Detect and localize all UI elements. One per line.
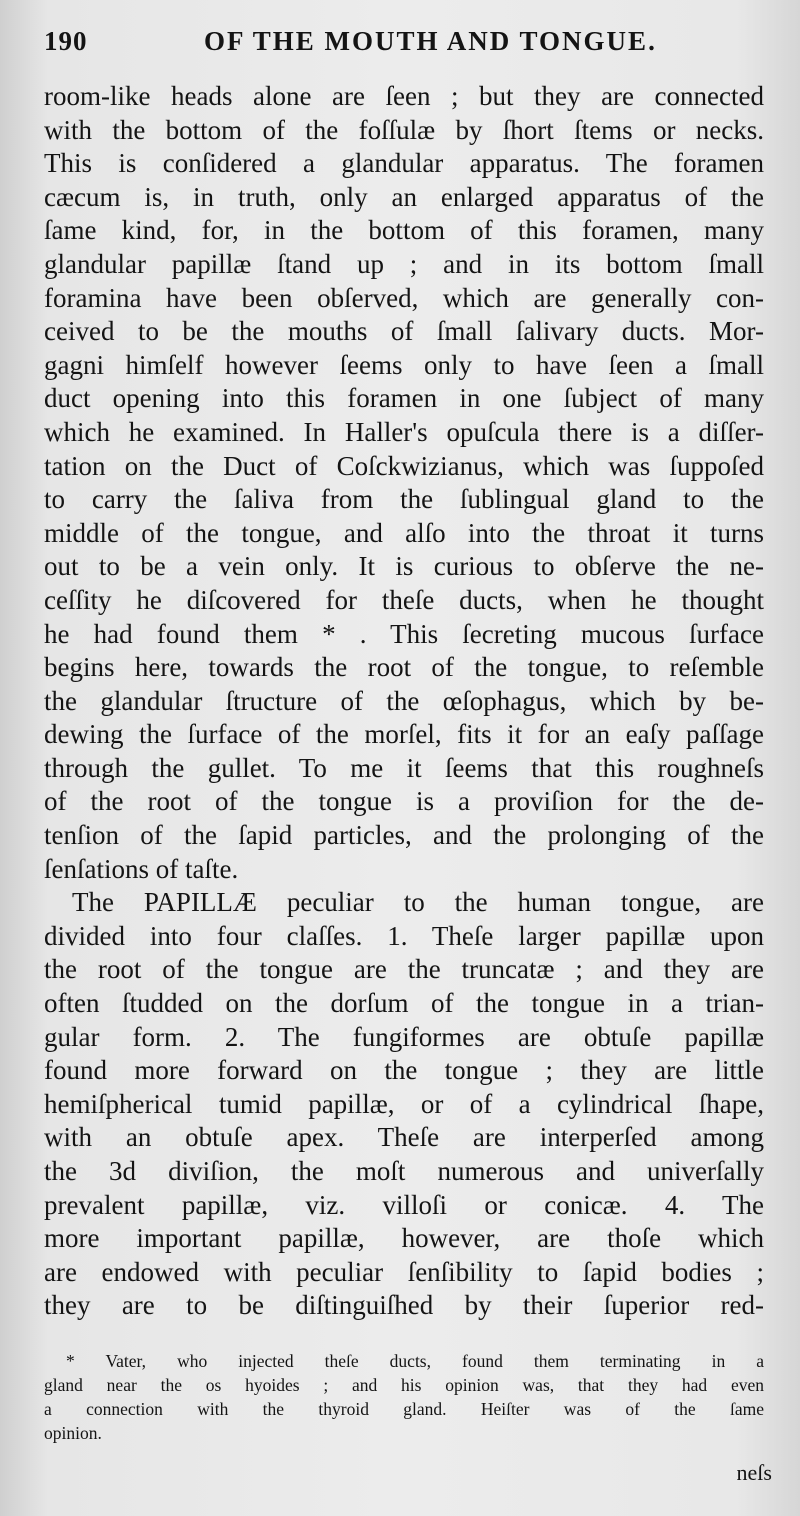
text-line: out to be a vein only. It is curious to obſerve the ne- [44,551,764,582]
text-line: he had found them * . This ſecreting mucous ſurface [44,618,764,649]
text-line: with an obtuſe apex. Theſe are interperſed among [44,1122,764,1153]
text-line: tation on the Duct of Coſckwizianus, which was ſuppoſed [44,450,764,481]
text-line: The PAPILLÆ peculiar to the human tongue, are [72,887,764,918]
text-line: tenſion of the ſapid particles, and the prolonging of the [44,820,764,851]
running-title: OF THE MOUTH AND TONGUE. [204,26,657,56]
text-line: with the bottom of the foſſulæ by ſhort ſtems or necks. [44,114,764,145]
text-line: glandular papillæ ſtand up ; and in its bottom ſmall [44,248,764,279]
footnote [44,1349,764,1445]
text-line: often ſtudded on the dorſum of the tongue in a trian- [44,988,764,1019]
text-line: ceſſity he diſcovered for theſe ducts, when he thought [44,584,764,615]
text-line: room-like heads alone are ſeen ; but they are connected [44,81,764,111]
text-line: begins here, towards the root of the tongue, to reſemble [44,652,764,683]
text-line: which he examined. In Haller's opuſcula there is a diſſer- [44,416,764,447]
text-line: dewing the ſurface of the morſel, fits it for an eaſy paſſage [44,719,764,750]
text-line: cæcum is, in truth, only an enlarged apparatus of the [44,181,764,212]
footnote-line: gland near the os hyoides ; and his opinion was, that they had even [44,1374,764,1395]
running-head [44,14,764,64]
footnote-line: opinion. [44,1422,102,1443]
text-line: of the root of the tongue is a proviſion for the de- [44,786,764,817]
text-line: the root of the tongue are the truncatæ ; and they are [44,954,764,985]
page-number: 190 [44,26,88,56]
text-line: they are to be diſtinguiſhed by their ſuperior red- [44,1290,764,1321]
text-line: through the gullet. To me it ſeems that this roughneſs [44,752,764,783]
text-line: the 3d diviſion, the moſt numerous and univerſally [44,1156,764,1186]
text-line: gagni himſelf however ſeems only to have ſeen a ſmall [44,349,764,380]
text-line: are endowed with peculiar ſenſibility to ſapid bodies ; [44,1256,764,1287]
body-text [44,80,764,1323]
catchword: neſs [736,1460,772,1485]
text-line: hemiſpherical tumid papillæ, or of a cylindrical ſhape, [44,1088,764,1119]
text-line: divided into four claſſes. 1. Theſe larger papillæ upon [44,920,764,951]
footnote-line: * Vater, who injected theſe ducts, found them terminating in a [66,1350,764,1371]
footnote-line: a connection with the thyroid gland. Heiſter was of the ſame [44,1398,764,1419]
text-line: more important papillæ, however, are thoſe which [44,1223,764,1254]
text-line: gular form. 2. The fungiformes are obtuſe papillæ [44,1021,764,1052]
text-line: middle of the tongue, and alſo into the throat it turns [44,517,764,548]
text-line: to carry the ſaliva from the ſublingual gland to the [44,484,764,515]
text-line: the glandular ſtructure of the œſophagus, which by be- [44,685,764,716]
text-line: This is conſidered a glandular apparatus. The foramen [44,148,764,179]
text-line: ceived to be the mouths of ſmall ſalivary ducts. Mor- [44,316,764,347]
text-line: found more forward on the tongue ; they are little [44,1055,764,1086]
text-line: duct opening into this foramen in one ſubject of many [44,383,764,414]
text-line: prevalent papillæ, viz. villoſi or conicæ. 4. The [44,1189,764,1220]
text-line: ſenſations of taſte. [44,853,239,884]
text-line: ſame kind, for, in the bottom of this foramen, many [44,215,764,246]
text-line: foramina have been obſerved, which are generally con- [44,282,764,313]
